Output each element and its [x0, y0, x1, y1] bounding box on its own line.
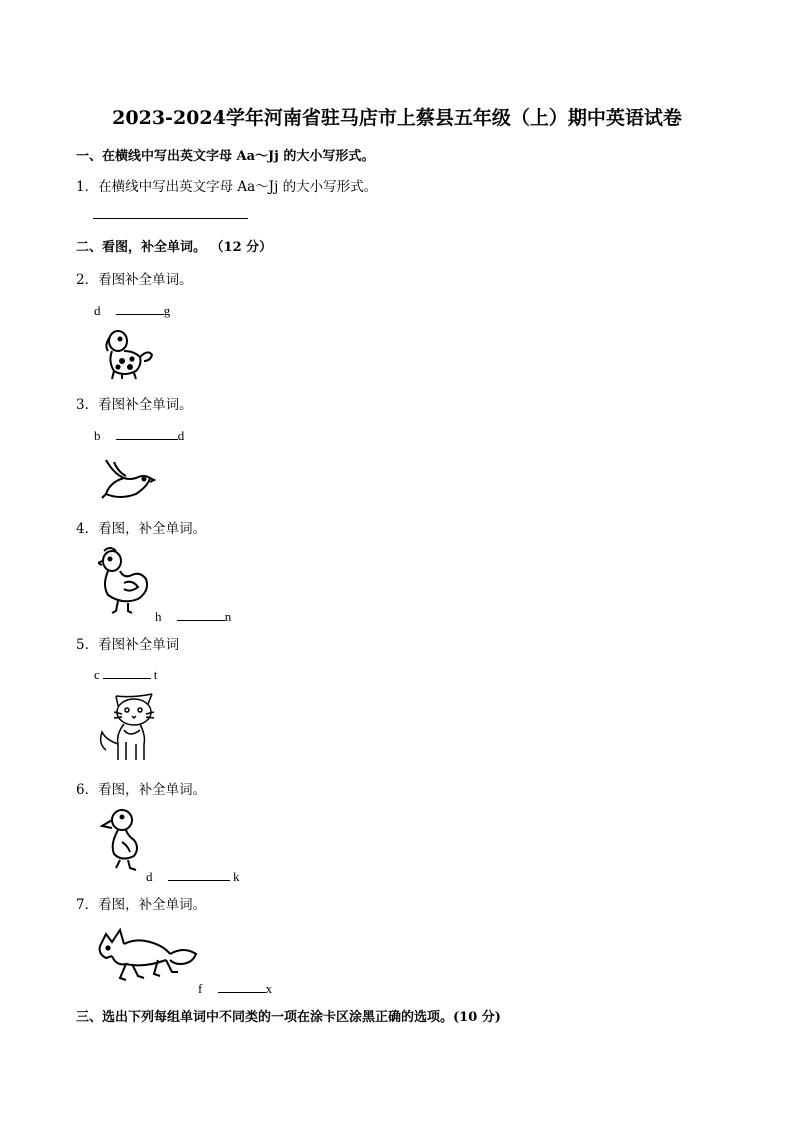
- cat-icon: [96, 690, 158, 764]
- duck-icon: [100, 806, 144, 872]
- word-7: [198, 979, 272, 997]
- word-blank-6[interactable]: [168, 867, 230, 881]
- word-last-letter: t: [153, 667, 158, 682]
- question-number: 2．: [76, 272, 99, 288]
- question-text: 看图，补全单词。: [98, 782, 207, 798]
- question-text: 看图补全单词。: [98, 272, 193, 288]
- word-blank-7[interactable]: [218, 979, 266, 993]
- question-1: [76, 175, 377, 195]
- word-first-letter: f: [198, 981, 203, 996]
- question-7: [76, 893, 206, 913]
- word-last-letter: k: [233, 869, 240, 884]
- question-3: [76, 393, 193, 413]
- word-last-letter: g: [163, 303, 171, 318]
- word-first-letter: h: [155, 609, 162, 624]
- question-4: [76, 517, 206, 537]
- word-last-letter: d: [177, 428, 185, 443]
- question-number: 4．: [76, 521, 99, 537]
- fox-icon: [96, 924, 200, 986]
- question-5: [76, 633, 179, 653]
- word-first-letter: d: [94, 303, 101, 318]
- question-number: 1．: [76, 179, 99, 195]
- word-first-letter: d: [146, 869, 153, 884]
- word-last-letter: n: [224, 609, 232, 624]
- word-blank-4[interactable]: [177, 607, 225, 621]
- answer-line-1[interactable]: [93, 218, 248, 219]
- question-text: 看图补全单词: [98, 637, 180, 653]
- word-4: [155, 607, 231, 625]
- question-6: [76, 778, 206, 798]
- question-number: 5．: [76, 637, 99, 653]
- word-last-letter: x: [265, 981, 273, 996]
- question-number: 6．: [76, 782, 99, 798]
- question-number: 3．: [76, 397, 99, 413]
- hen-icon: [98, 545, 154, 615]
- question-2: [76, 268, 193, 288]
- section-heading-3: 三、选出下列每组单词中不同类的一项在涂卡区涂黑正确的选项。(10 分): [76, 1010, 501, 1025]
- question-text: 在横线中写出英文字母 Aa～Jj 的大小写形式。: [98, 179, 378, 195]
- word-blank-3[interactable]: [116, 426, 178, 440]
- question-number: 7．: [76, 897, 99, 913]
- word-blank-2[interactable]: [116, 301, 164, 315]
- question-text: 看图，补全单词。: [98, 521, 207, 537]
- section-heading-1: 一、在横线中写出英文字母 Aa～Jj 的大小写形式。: [76, 149, 375, 164]
- word-first-letter: c: [94, 667, 100, 682]
- word-6: [146, 867, 240, 885]
- bird-icon: [100, 456, 156, 502]
- word-5: [94, 665, 157, 683]
- word-blank-5[interactable]: [103, 665, 151, 679]
- word-first-letter: b: [94, 428, 101, 443]
- page-title: 2023-2024学年河南省驻马店市上蔡县五年级（上）期中英语试卷: [112, 107, 682, 129]
- section-heading-2: 二、看图，补全单词。 （12 分）: [76, 240, 273, 255]
- question-text: 看图补全单词。: [98, 397, 193, 413]
- word-3: [94, 426, 184, 444]
- dog-icon: [100, 327, 156, 381]
- word-2: [94, 301, 170, 319]
- question-text: 看图，补全单词。: [98, 897, 207, 913]
